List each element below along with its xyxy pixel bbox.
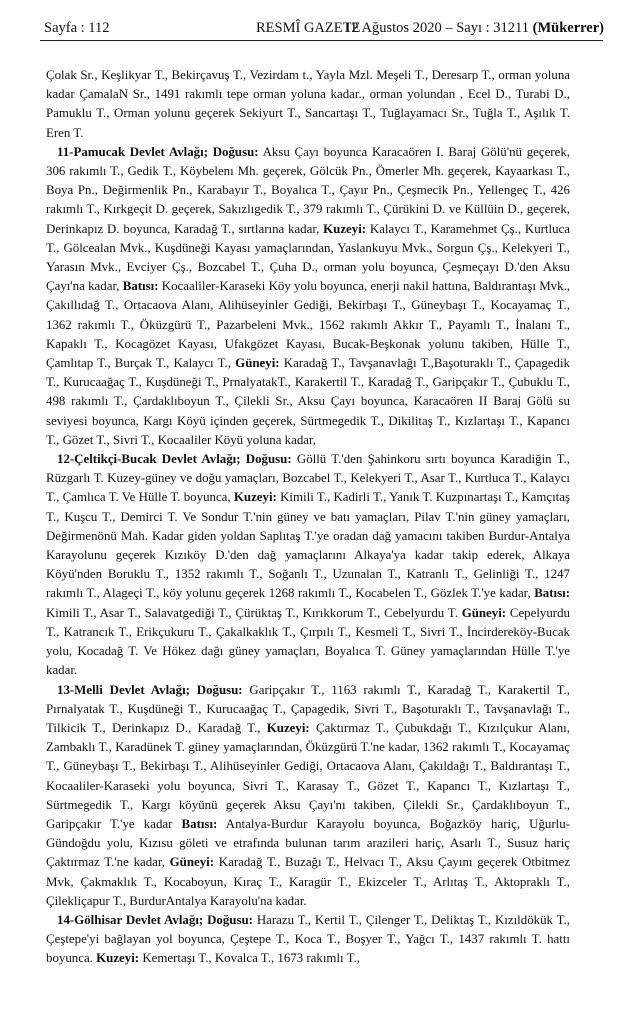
edition-label: (Mükerrer) xyxy=(532,20,604,36)
text-run: Harazu T., Kertil T., Çilenger T., Deliktaş T., Kızıldökük T., Çeştepe'yi bağlayan yol boyunca, Çeştepe T., Koca T., Boşyer T., Yağcı T., 1437 rakımlı T. hattı boyunca. xyxy=(46,912,570,966)
document-body xyxy=(46,66,570,969)
section-celtikci-bucak xyxy=(46,450,570,680)
page-header xyxy=(44,20,604,40)
text-run: Karadağ T., Buzağı T., Helvacı T., Aksu Çayını geçerek Otbitmez Mvk, Çakmaklık T., Kocaboyun, Kıraç T., Karagür T., Ekizceler T., Arlıtaş T., Aktopraklı T., Çilekliçapur T., BurdurAntalya Karayolu'na kadar. xyxy=(46,855,570,908)
bold-label: Güneyi: xyxy=(235,356,280,371)
bold-label: Kuzeyi: xyxy=(96,951,140,966)
bold-label: Güneyi: xyxy=(461,605,507,620)
issue-info xyxy=(344,20,604,37)
bold-label: Kuzeyi: xyxy=(266,720,310,735)
text-run: Göllü T.'den Şahinkoru sırtı boyunca Karadiğin T., Rüzgarlı T. Kuzey-güney ve doğu yamaçları, Bozcabel T., Kelekyeri T., Asar T., Kurtluca T., Kalaycı T., Çamlıca T. Ve Hülle T. boyunca, xyxy=(46,452,570,505)
gazette-title: RESMÎ GAZETE xyxy=(256,20,361,36)
text-run: Kocaaliler-Karaseki Köy yolu boyunca, enerji nakil hattına, Baldırantaşı Mvk., Çakıllıdağ T., Ortacaova Alanı, Alihüseyinler Gediği, Bekirbaşı T., Güneybaşı T., Kocayamaç T., 1362 rakımlı T., Öküzgürü T., Pazarbeleni Mvk., 1562 rakımlı Akkır T., Payamlı T., İnalanı T., Kapaklı T., Kocagözet Kayası, Ufakgözet Kayası, Bucak-Beşkonak yolunu takiben, Hülle T., Çamlıtap T., Burçak T., Kalaycı T., xyxy=(46,279,570,371)
text-run: Aksu Çayı boyunca Karacaören I. Baraj Gölü'nü geçerek, 306 rakımlı T., Gedik T., Köybelenı Mh. geçerek, Gölcük Pn., Ömerler Mh. geçerek, Kayaarkası T., Boya Pn., Değirmenlik Pn., Karabayır T., Boyalıca T., Çayır Pn., Çeşmecik Pn., Yellengeç T., 426 rakımlı T., Kırkgeçit D. geçerek, Sakızlıgedik T., 379 rakımlı T., Çürükini D. ve Küllüin D., geçerek, Derinkapız D. boyunca, Karadağ T., sırtlarına kadar, xyxy=(46,144,570,236)
text-run: Cepelyurdu T., Katrancık T., Erikçukuru T., Çakalkaklık T., Çırpılı T., Kesmeli T., Sivri T., İncirdereköy-Bucak yolu, Kocadağ T. Ve Hökez dağı güney yamaçları, Boyalıca T. Güney yamaçlarından Hülle T.'ye kadar. xyxy=(46,605,570,678)
bold-label: 11-Pamucak Devlet Avlağı; Doğusu: xyxy=(57,144,259,159)
text-run: Çolak Sr., Keşlikyar T., Bekirçavuş T., Vezirdam t., Yayla Mzl. Meşeli T., Deresarp T., orman yoluna kadar ÇamalaN Sr., 1491 rakımlı tepe orman yoluna kadar., orman yolundan , Ecel D., Turabi D., Pamuklu T., Orman yolunu geçerek Sekiyurt T., Sancartaşı T., Tuğlayamacı Sr., Tuğla T., Aşılık T. Eren T. xyxy=(46,68,570,140)
issue-date-number: 12 Ağustos 2020 – Sayı : 31211 xyxy=(344,20,529,36)
bold-label: 13-Melli Devlet Avlağı; Doğusu: xyxy=(57,682,243,697)
section-golhisar xyxy=(46,911,570,969)
page-number: Sayfa : 112 xyxy=(44,20,110,36)
bold-label: Batısı: xyxy=(534,586,570,601)
text-run: Çaktırmaz T., Çubukdağı T., Kızılçukur Alanı, Zambaklı T., Karadünek T. güney yamaçlarından, Öküzgürü T.'ne kadar, 1362 rakımlı T., Kocayamaç T., Güneybaşı T., Bekirbaşı T., Alihüseyinler Gediği, Ortacaova Alanı, Çakıldağı T., Baldırantaşı T., Kocaaliler-Karaseki yolu boyunca, Sivri T., Karasay T., Gözet T., Kapancı T., Kızlartaşı T., Sürtmegedik T., Kargı köyünü geçerek Aksu Çayı'nı takiben, Çilekli Sr., Çardaklıboyun T., Garipçakır T.'ye kadar xyxy=(46,720,570,831)
bold-label: Kuzeyi: xyxy=(323,221,367,236)
bold-label: 14-Gölhisar Devlet Avlağı; Doğusu: xyxy=(57,912,253,927)
text-run: Kalaycı T., Karamehmet Çş., Kurtluca T., Gölcealan Mvk., Kuşdüneği Kayası yamaçlarından, Yaslankuyu Mvk., Sorgun Çş., Kelekyeri T., Yarasın Mvk., Evciyer Çş., Bozcabel T., Çuha D., orman yolu boyunca, Çeşmeçayı D.'den Aksu Çayı'na kadar, xyxy=(46,221,570,294)
bold-label: 12-Çeltikçi-Bucak Devlet Avlağı; Doğusu: xyxy=(57,452,292,467)
header-rule xyxy=(40,40,603,41)
bold-label: Güneyi: xyxy=(169,855,215,870)
text-run: Antalya-Burdur Karayolu boyunca, Boğazköy hariç, Uğurlu-Gündoğdu yolu, Kızısu göleti ve etrafında bulunan tarım arazileri hariç, Asarlı T., Susuz hariç Çaktırmaz T.'ne kadar, xyxy=(46,816,570,870)
text-run: Kimili T., Asar T., Salavatgediği T., Çürüktaş T., Kırıkkorum T., Cebelyurdu T. xyxy=(46,605,462,620)
bold-label: Batısı: xyxy=(122,279,159,294)
paragraph-continuation xyxy=(46,66,570,143)
text-run: Kimili T., Kadirli T., Yanık T. Kuzpınartaşı T., Kamçıtaş T., Kuşcu T., Demirci T. Ve Sondur T.'nin güney ve batı yamaçları, Pilav T.'nin güney yamaçları, Değirmenönü Mah. Kadar giden yoldan Saplıtaş T.'ye oradan dağ yamacını takiben Burdur-Antalya Karayolunu geçerek Kızıköy D.'den dağ yamaçlarını Alkaya'ya kadar takip ederek, Alkaya Köyü'nden Boruklu T., 1352 rakımlı T., Soğanlı T., Uzunalan T., Katranlı T., Gelinliği T., 1247 rakımlı T., Alageçi T., köy yolunu geçerek 1268 rakımlı T., Kocabelen T., Gözlek T.'ye kadar, xyxy=(46,490,570,601)
bold-label: Kuzeyi: xyxy=(233,490,277,505)
section-pamucak xyxy=(46,143,570,450)
text-run: Karadağ T., Tavşanavlağı T.,Başoturaklı T., Çapagedik T., Kurucaağaç T., Kuşdüneği T., PrnalyatakT., Karakertil T., Karadağ T., Garipçakır T., Çubuklu T., 498 rakımlı T., Çardaklıboyun T., Çilekli Sr., Aksu Çayı boyunca, Karacaören II Baraj Gölü su seviyesi boyunca, Kargı Köyü içinden geçerek, Sürtmegedik T., Dikilitaş T., Kızlartaşı T., Kapancı T., Gözet T., Sivri T., Kocaaliler Köyü yoluna kadar, xyxy=(46,356,570,447)
bold-label: Batısı: xyxy=(181,816,218,831)
section-melli xyxy=(46,681,570,911)
text-run: Garipçakır T., 1163 rakımlı T., Karadağ T., Karakertil T., Pırnalyatak T., Kuşdüneği T., Kurucaağaç T., Çapagedik, Sivri T., Başoturaklı T., Tavşanavlağı T., Tilkicik T., Derinkapız D., Karadağ T., xyxy=(46,682,570,735)
text-run: Kemertaşı T., Kovalca T., 1673 rakımlı T., xyxy=(139,951,360,966)
